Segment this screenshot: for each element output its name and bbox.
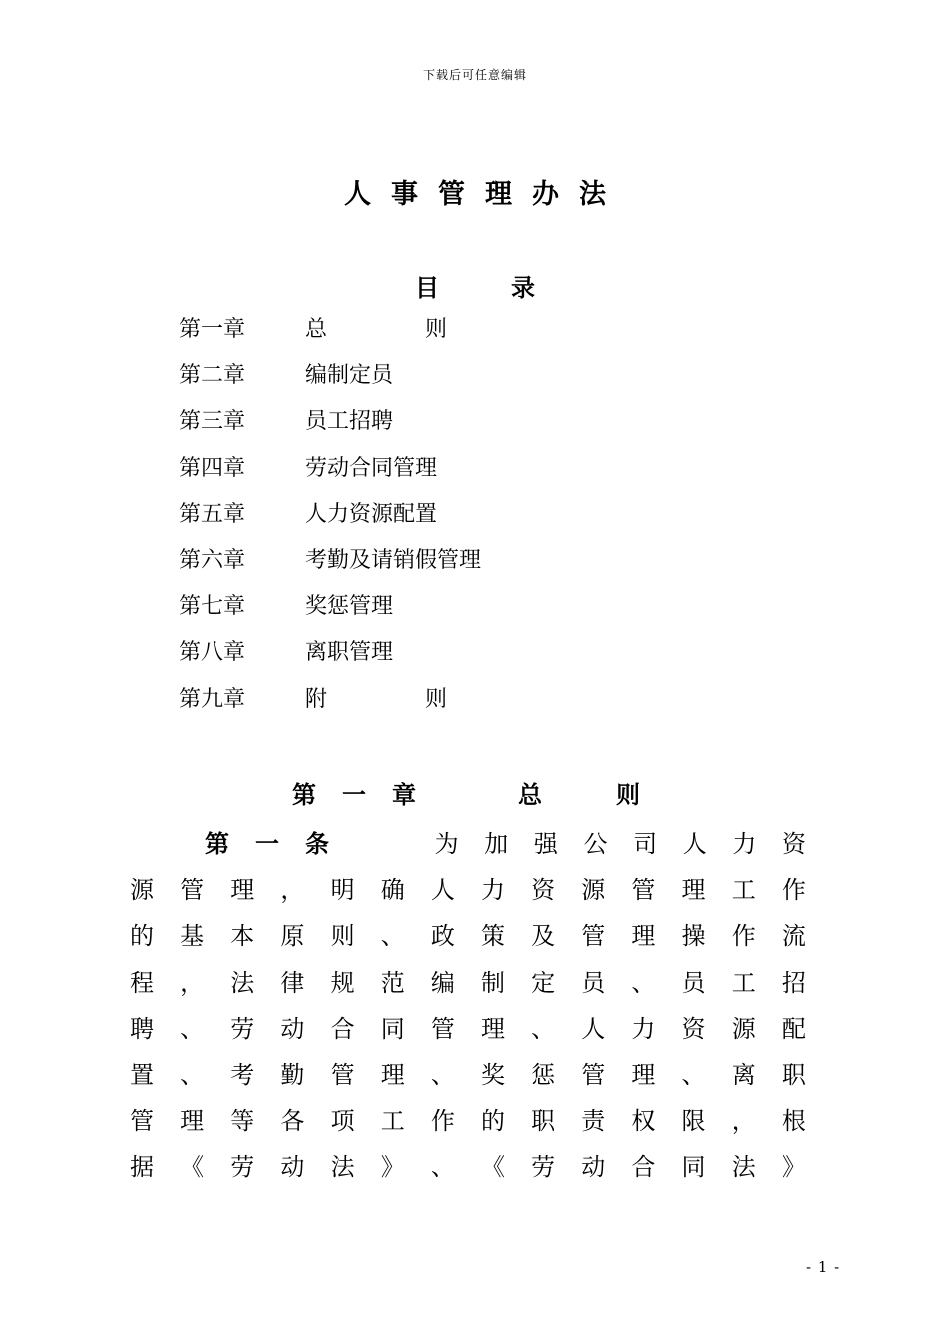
text-char: 权 [631, 1107, 656, 1136]
toc-chapter-title: 人力资源配置 [305, 501, 438, 527]
text-char: 管 [631, 876, 656, 905]
text-char: 操 [681, 922, 706, 951]
text-char: 加 [484, 830, 509, 859]
toc-item-7 [179, 590, 679, 636]
toc-item-4 [179, 452, 679, 498]
text-char: 法 [230, 968, 255, 997]
text-char: 源 [731, 1014, 756, 1043]
text-char: 动 [280, 1014, 305, 1043]
toc-chapter-number: 第一章 [179, 317, 246, 342]
toc-item-2 [179, 359, 679, 405]
page-number: - 1 - [806, 1258, 841, 1276]
toc-chapter-title: 员工招聘 [305, 409, 394, 435]
text-char: 、 [681, 1061, 706, 1090]
text-char: 理 [631, 922, 656, 951]
text-char: 法 [330, 1153, 355, 1182]
text-char: 据 [130, 1153, 154, 1182]
text-line [130, 821, 806, 867]
toc-item-6 [179, 544, 679, 590]
text-char: 确 [380, 876, 405, 905]
text-line [130, 1052, 806, 1098]
text-char: 的 [480, 1107, 505, 1136]
text-char: 资 [531, 876, 556, 905]
text-char: 管 [180, 876, 205, 905]
text-char: 、 [631, 968, 656, 997]
text-char: 及 [531, 922, 556, 951]
text-char: 》 [380, 1153, 405, 1182]
text-line [130, 913, 806, 959]
table-of-contents [179, 313, 679, 729]
text-char: 责 [581, 1107, 606, 1136]
text-char: 人 [682, 830, 707, 859]
toc-chapter-number: 第三章 [179, 409, 246, 435]
text-char: 、 [180, 1061, 205, 1090]
toc-chapter-number: 第四章 [179, 455, 246, 481]
text-char: 本 [230, 922, 255, 951]
text-char: 项 [330, 1107, 355, 1136]
text-char: 管 [130, 1107, 154, 1136]
header-note: 下载后可任意编辑 [422, 68, 527, 82]
text-char: 》 [781, 1153, 806, 1182]
chapter-title: 总则 [518, 780, 714, 809]
text-char: 基 [180, 922, 205, 951]
toc-chapter-number: 第五章 [179, 501, 246, 527]
toc-item-3 [179, 405, 679, 451]
document-title: 人事管理办法 [344, 179, 626, 210]
text-char: 作 [781, 876, 806, 905]
text-char: 程 [130, 968, 154, 997]
chapter-number: 第一章 [292, 780, 442, 809]
text-char: 勤 [280, 1061, 305, 1090]
text-char: ， [731, 1107, 756, 1136]
text-char: 工 [380, 1107, 405, 1136]
text-char: 管 [581, 922, 606, 951]
toc-chapter-title: 离职管理 [305, 640, 394, 666]
text-char: 制 [480, 968, 505, 997]
toc-chapter-number: 第六章 [179, 547, 246, 573]
toc-item-8 [179, 636, 679, 682]
text-char: 同 [380, 1014, 405, 1043]
text-char: 职 [531, 1107, 556, 1136]
text-line [130, 960, 806, 1006]
toc-chapter-title: 附则 [305, 686, 546, 712]
text-char: 为 [434, 830, 459, 859]
text-char: 法 [731, 1153, 756, 1182]
toc-item-5 [179, 498, 679, 544]
text-char: 范 [380, 968, 405, 997]
text-char: 政 [430, 922, 455, 951]
text-char: 、 [380, 922, 405, 951]
text-char: 定 [531, 968, 556, 997]
text-char: 置 [130, 1061, 154, 1090]
text-char: 工 [731, 876, 756, 905]
toc-chapter-number: 第九章 [179, 686, 246, 712]
text-char: 理 [380, 1061, 405, 1090]
text-line [130, 1144, 806, 1190]
text-char: 管 [330, 1061, 355, 1090]
text-line [130, 1098, 806, 1144]
text-char: 惩 [531, 1061, 556, 1090]
text-char: 强 [533, 830, 558, 859]
text-char: 理 [180, 1107, 205, 1136]
text-char: 资 [782, 830, 806, 859]
text-char: 策 [480, 922, 505, 951]
text-char: 离 [731, 1061, 756, 1090]
text-char: 编 [430, 968, 455, 997]
text-char: 作 [430, 1107, 455, 1136]
text-char: 则 [330, 922, 355, 951]
text-char: 招 [781, 968, 806, 997]
text-char: 、 [430, 1061, 455, 1090]
text-char: 源 [130, 876, 154, 905]
text-char: 《 [180, 1153, 205, 1182]
text-char: ， [280, 876, 305, 905]
text-char: 工 [731, 968, 756, 997]
text-char: 限 [681, 1107, 706, 1136]
toc-chapter-title: 总则 [305, 317, 546, 342]
text-char: 等 [230, 1107, 255, 1136]
text-char: 配 [781, 1014, 806, 1043]
toc-chapter-number: 第八章 [179, 640, 246, 666]
text-char: 力 [480, 876, 505, 905]
text-char: 劳 [230, 1014, 255, 1043]
text-char: 规 [330, 968, 355, 997]
text-char: 聘 [130, 1014, 154, 1043]
text-char: 作 [731, 922, 756, 951]
text-char: 明 [330, 876, 355, 905]
text-char: 理 [681, 876, 706, 905]
text-char: 合 [330, 1014, 355, 1043]
text-char: 流 [781, 922, 806, 951]
toc-heading: 目录 [415, 273, 607, 302]
toc-chapter-number: 第二章 [179, 363, 246, 389]
text-char: 《 [480, 1153, 505, 1182]
article-body [130, 821, 806, 1191]
text-char: 、 [180, 1014, 205, 1043]
text-char: 动 [280, 1153, 305, 1182]
text-char: 理 [631, 1061, 656, 1090]
toc-chapter-number: 第七章 [179, 594, 246, 620]
text-char: 奖 [480, 1061, 505, 1090]
text-line [130, 1006, 806, 1052]
text-char: 律 [280, 968, 305, 997]
text-char: 、 [430, 1153, 455, 1182]
article-label: 第一条 [205, 829, 355, 859]
text-char: 人 [430, 876, 455, 905]
text-char: 同 [681, 1153, 706, 1182]
text-char: 公 [583, 830, 608, 859]
toc-chapter-title: 编制定员 [305, 363, 394, 389]
text-char: 司 [633, 830, 658, 859]
text-char: 人 [581, 1014, 606, 1043]
text-char: 的 [130, 922, 154, 951]
toc-item-9 [179, 683, 679, 729]
text-char: 合 [631, 1153, 656, 1182]
text-char: 各 [280, 1107, 305, 1136]
text-char: 力 [732, 830, 757, 859]
text-char: 考 [230, 1061, 255, 1090]
text-char: 管 [430, 1014, 455, 1043]
text-char: 理 [230, 876, 255, 905]
toc-chapter-title: 奖惩管理 [305, 594, 394, 620]
text-char: 、 [531, 1014, 556, 1043]
text-char: 动 [581, 1153, 606, 1182]
text-char: 资 [681, 1014, 706, 1043]
text-char: 员 [681, 968, 706, 997]
toc-chapter-title: 劳动合同管理 [305, 455, 438, 481]
text-char: 原 [280, 922, 305, 951]
text-char: 劳 [531, 1153, 556, 1182]
text-char: 理 [480, 1014, 505, 1043]
text-char: 管 [581, 1061, 606, 1090]
text-char: 职 [781, 1061, 806, 1090]
text-line [130, 867, 806, 913]
text-char: 根 [781, 1107, 806, 1136]
text-char: ， [180, 968, 205, 997]
text-char: 员 [581, 968, 606, 997]
toc-item-1 [179, 313, 679, 359]
text-char: 源 [581, 876, 606, 905]
toc-chapter-title: 考勤及请销假管理 [305, 547, 482, 573]
text-char: 劳 [230, 1153, 255, 1182]
text-char: 力 [631, 1014, 656, 1043]
